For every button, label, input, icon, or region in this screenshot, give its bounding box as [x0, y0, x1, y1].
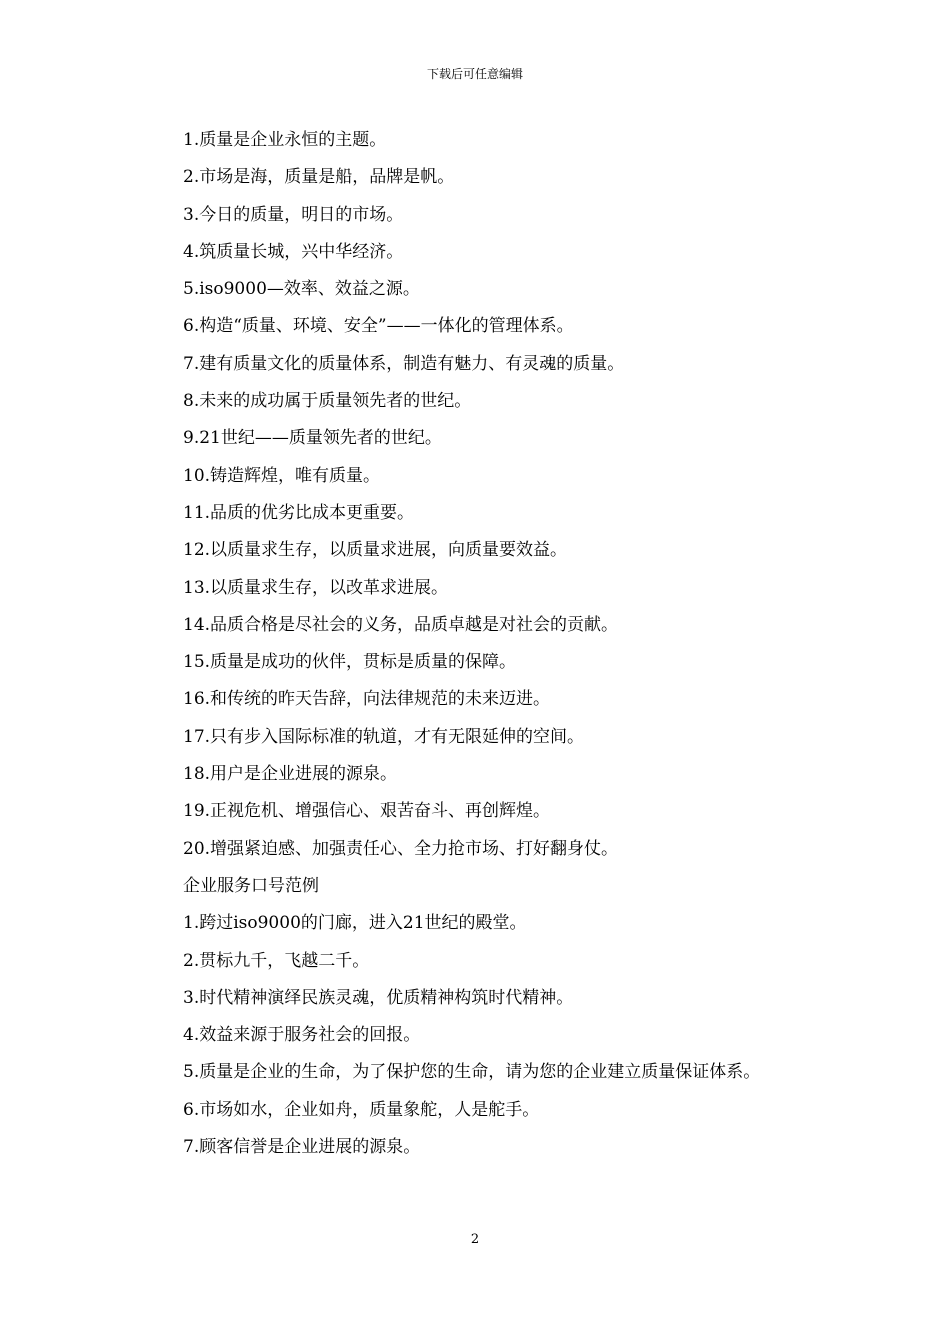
paragraph: 5.iso9000—效率、效益之源。 [183, 279, 420, 300]
paragraph: 14.品质合格是尽社会的义务，品质卓越是对社会的贡献。 [183, 614, 619, 635]
paragraph: 15.质量是成功的伙伴，贯标是质量的保障。 [183, 652, 517, 673]
page-number: 2 [470, 1232, 480, 1247]
paragraph: 9.21世纪——质量领先者的世纪。 [183, 428, 442, 449]
paragraph: 13.以质量求生存，以改革求进展。 [183, 577, 449, 598]
paragraph: 10.铸造辉煌，唯有质量。 [183, 465, 381, 486]
paragraph: 8.未来的成功属于质量领先者的世纪。 [183, 391, 472, 412]
paragraph: 7.顾客信誉是企业进展的源泉。 [183, 1137, 421, 1158]
document-body [145, 122, 810, 1166]
paragraph: 7.建有质量文化的质量体系，制造有魅力、有灵魂的质量。 [183, 353, 625, 374]
paragraph: 16.和传统的昨天告辞，向法律规范的未来迈进。 [183, 689, 551, 710]
paragraph: 2.贯标九千，飞越二千。 [183, 950, 370, 971]
paragraph: 12.以质量求生存，以质量求进展，向质量要效益。 [183, 540, 568, 561]
paragraph: 4.筑质量长城，兴中华经济。 [183, 241, 404, 262]
paragraph: 5.质量是企业的生命，为了保护您的生命，请为您的企业建立质量保证体系。 [183, 1062, 761, 1083]
paragraph: 3.时代精神演绎民族灵魂，优质精神构筑时代精神。 [183, 987, 574, 1008]
paragraph: 2.市场是海，质量是船，品牌是帆。 [183, 167, 455, 188]
section-heading: 企业服务口号范例 [183, 875, 319, 896]
paragraph: 6.市场如水，企业如舟，质量象舵，人是舵手。 [183, 1099, 540, 1120]
page-header: 下载后可任意编辑 [426, 67, 523, 81]
paragraph: 4.效益来源于服务社会的回报。 [183, 1025, 421, 1046]
paragraph: 17.只有步入国际标准的轨道，才有无限延伸的空间。 [183, 726, 585, 747]
paragraph: 20.增强紧迫感、加强责任心、全力抢市场、打好翻身仗。 [183, 838, 619, 859]
paragraph: 11.品质的优劣比成本更重要。 [183, 502, 415, 523]
paragraph: 6.构造“质量、环境、安全”——一体化的管理体系。 [183, 316, 574, 337]
paragraph: 18.用户是企业进展的源泉。 [183, 764, 398, 785]
paragraph: 1.质量是企业永恒的主题。 [183, 130, 387, 150]
paragraph: 19.正视危机、增强信心、艰苦奋斗、再创辉煌。 [183, 801, 551, 822]
paragraph: 3.今日的质量，明日的市场。 [183, 204, 404, 225]
paragraph: 1.跨过iso9000的门廊，进入21世纪的殿堂。 [183, 913, 527, 934]
